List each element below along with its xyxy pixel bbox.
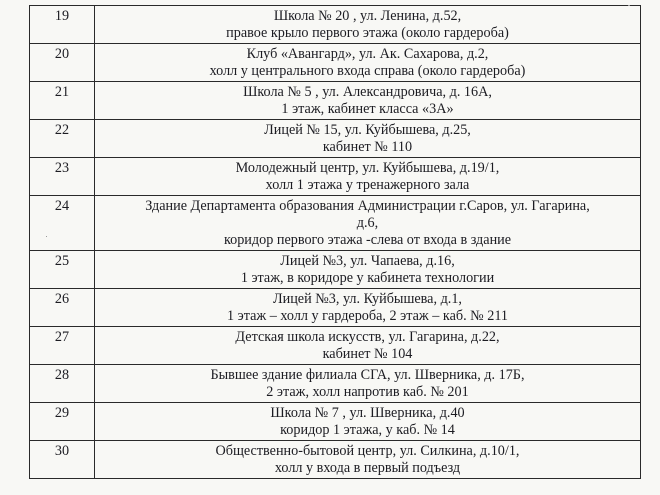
row-number: 24 bbox=[30, 196, 95, 251]
address-cell bbox=[95, 196, 641, 251]
table-row bbox=[30, 120, 641, 158]
table-row bbox=[30, 196, 641, 251]
address-line: Школа № 7 , ул. Шверника, д.40 bbox=[270, 405, 465, 421]
address-cell bbox=[95, 327, 641, 365]
row-number: 25 bbox=[30, 251, 95, 289]
address-line: кабинет № 104 bbox=[322, 346, 413, 362]
scan-speck bbox=[46, 236, 47, 237]
row-number: 26 bbox=[30, 289, 95, 327]
table-row bbox=[30, 403, 641, 441]
address-line: коридор первого этажа -слева от входа в здание bbox=[223, 232, 512, 248]
table-row bbox=[30, 441, 641, 479]
table-row bbox=[30, 251, 641, 289]
address-cell bbox=[95, 44, 641, 82]
address-line: холл у центрального входа справа (около гардероба) bbox=[209, 63, 526, 79]
row-number: 20 bbox=[30, 44, 95, 82]
address-cell bbox=[95, 289, 641, 327]
address-line: правое крыло первого этажа (около гардероба) bbox=[226, 25, 509, 41]
address-cell bbox=[95, 365, 641, 403]
address-line: Лицей №3, ул. Чапаева, д.16, bbox=[280, 253, 455, 269]
row-number: 30 bbox=[30, 441, 95, 479]
row-number: 21 bbox=[30, 82, 95, 120]
address-cell bbox=[95, 82, 641, 120]
address-cell bbox=[95, 441, 641, 479]
row-number: 22 bbox=[30, 120, 95, 158]
table-row bbox=[30, 158, 641, 196]
address-line: Клуб «Авангард», ул. Ак. Сахарова, д.2, bbox=[246, 46, 489, 62]
address-line: холл 1 этажа у тренажерного зала bbox=[265, 177, 470, 193]
table-row bbox=[30, 6, 641, 44]
address-line: 1 этаж – холл у гардероба, 2 этаж – каб. № 211 bbox=[226, 308, 509, 324]
table-row bbox=[30, 44, 641, 82]
polling-stations-table bbox=[29, 5, 641, 479]
table-row bbox=[30, 327, 641, 365]
address-line: Бывшее здание филиала СГА, ул. Шверника, д. 17Б, bbox=[210, 367, 525, 383]
address-cell bbox=[95, 403, 641, 441]
address-cell bbox=[95, 120, 641, 158]
address-line: д.6, bbox=[356, 215, 379, 231]
address-line: кабинет № 110 bbox=[322, 139, 413, 155]
row-number: 27 bbox=[30, 327, 95, 365]
address-line: Школа № 20 , ул. Ленина, д.52, bbox=[273, 8, 462, 24]
row-number: 23 bbox=[30, 158, 95, 196]
table-row bbox=[30, 289, 641, 327]
address-line: Детская школа искусств, ул. Гагарина, д.22, bbox=[235, 329, 500, 345]
address-line: Лицей № 15, ул. Куйбышева, д.25, bbox=[264, 122, 471, 138]
row-number: 19 bbox=[30, 6, 95, 44]
row-number: 28 bbox=[30, 365, 95, 403]
address-line: 2 этаж, холл напротив каб. № 201 bbox=[266, 384, 469, 400]
address-line: Лицей №3, ул. Куйбышева, д.1, bbox=[273, 291, 462, 307]
address-cell bbox=[95, 158, 641, 196]
address-line: Школа № 5 , ул. Александровича, д. 16А, bbox=[243, 84, 492, 100]
address-line: коридор 1 этажа, у каб. № 14 bbox=[280, 422, 455, 438]
address-line: холл у входа в первый подъезд bbox=[274, 460, 461, 476]
address-line: Здание Департамента образования Администрации г.Саров, ул. Гагарина, bbox=[145, 198, 590, 214]
address-line: Молодежный центр, ул. Куйбышева, д.19/1, bbox=[235, 160, 500, 176]
address-cell bbox=[95, 251, 641, 289]
address-line: Общественно-бытовой центр, ул. Силкина, д.10/1, bbox=[215, 443, 520, 459]
table-row bbox=[30, 365, 641, 403]
scan-speck bbox=[628, 5, 630, 6]
address-line: 1 этаж, в коридоре у кабинета технологии bbox=[240, 270, 495, 286]
address-cell bbox=[95, 6, 641, 44]
table-row bbox=[30, 82, 641, 120]
table-body bbox=[30, 6, 641, 479]
address-line: 1 этаж, кабинет класса «3А» bbox=[281, 101, 454, 117]
row-number: 29 bbox=[30, 403, 95, 441]
